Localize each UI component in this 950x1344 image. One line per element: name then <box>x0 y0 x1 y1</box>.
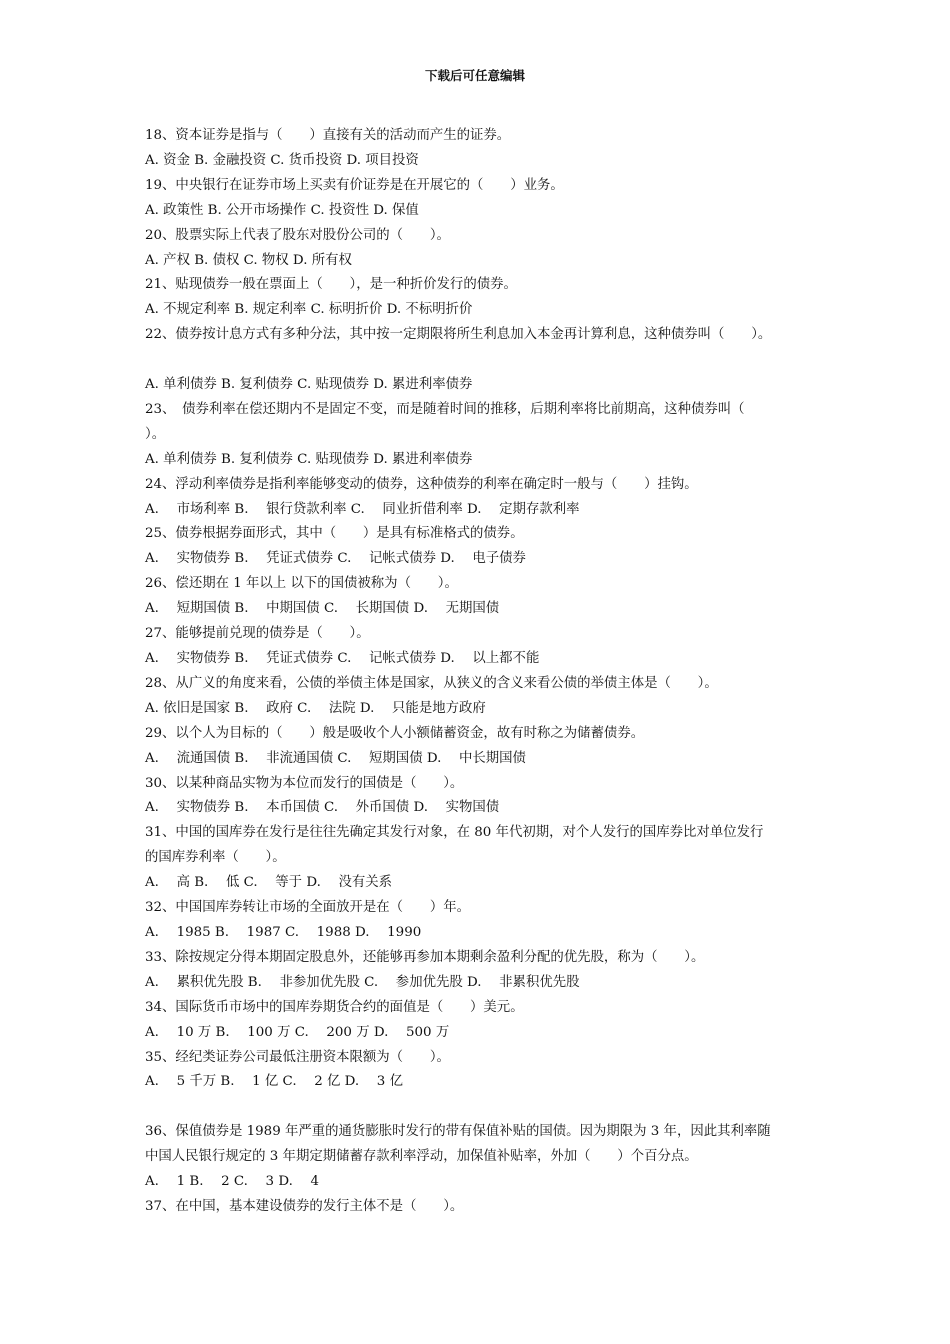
question-line: A. 政策性 B. 公开市场操作 C. 投资性 D. 保值 <box>145 202 419 218</box>
question-line: A. 实物债券 B. 本币国债 C. 外币国债 D. 实物国债 <box>145 800 500 816</box>
question-item <box>145 622 835 672</box>
question-list <box>145 124 835 1220</box>
question-item <box>145 174 835 224</box>
question-line: A. 市场利率 B. 银行贷款利率 C. 同业折借利率 D. 定期存款利率 <box>145 501 580 517</box>
question-item <box>145 896 835 946</box>
question-text: 20、股票实际上代表了股东对股份公司的（ ）。 <box>145 227 450 243</box>
question-text: 25、债券根据券面形式，其中（ ）是具有标准格式的债券。 <box>145 526 524 542</box>
question-text: 34、国际货币市场中的国库券期货合约的面值是（ ）美元。 <box>145 999 524 1015</box>
question-line: A. 10 万 B. 100 万 C. 200 万 D. 500 万 <box>145 1024 450 1040</box>
question-text: 33、除按规定分得本期固定股息外，还能够再参加本期剩余盈利分配的优先股，称为（ ）。 <box>145 949 705 965</box>
question-line: A. 5 千万 B. 1 亿 C. 2 亿 D. 3 亿 <box>145 1074 403 1090</box>
question-line: A. 1 B. 2 C. 3 D. 4 <box>145 1174 319 1190</box>
question-item <box>145 1046 835 1121</box>
question-text: 29、以个人为目标的（ ）般是吸收个人小额储蓄资金，故有时称之为储蓄债券。 <box>145 725 645 741</box>
question-text: 22、债券按计息方式有多种分法，其中按一定期限将所生利息加入本金再计算利息，这种债券叫（ ）。 <box>145 327 772 343</box>
question-line: A. 1985 B. 1987 C. 1988 D. 1990 <box>145 924 422 940</box>
question-line: A. 产权 B. 债权 C. 物权 D. 所有权 <box>145 252 352 268</box>
question-line: 的国库券利率（ ）。 <box>145 850 286 866</box>
question-item <box>145 996 835 1046</box>
question-text: 23、 债券利率在偿还期内不是固定不变，而是随着时间的推移，后期利率将比前期高，这种债券叫（ <box>145 401 745 417</box>
question-item <box>145 772 835 822</box>
question-line: A. 资金 B. 金融投资 C. 货币投资 D. 项目投资 <box>145 152 419 168</box>
question-text: 35、经纪类证券公司最低注册资本限额为（ ）。 <box>145 1049 450 1065</box>
question-line: A. 实物债券 B. 凭证式债券 C. 记帐式债券 D. 以上都不能 <box>145 651 540 667</box>
question-item <box>145 273 835 323</box>
question-item <box>145 946 835 996</box>
question-text: 18、资本证券是指与（ ）直接有关的活动而产生的证券。 <box>145 128 511 143</box>
question-item <box>145 672 835 722</box>
blank-line <box>145 1095 835 1120</box>
blank-line <box>145 348 835 373</box>
question-text: 27、能够提前兑现的债券是（ ）。 <box>145 626 370 642</box>
question-line: ）。 <box>145 426 166 442</box>
question-text: 19、中央银行在证券市场上买卖有价证券是在开展它的（ ）业务。 <box>145 177 564 193</box>
question-item <box>145 1120 835 1195</box>
question-line: 中国人民银行规定的 3 年期定期储蓄存款利率浮动，加保值补贴率，外加（ ）个百分点。 <box>145 1149 698 1165</box>
question-line: A. 累积优先股 B. 非参加优先股 C. 参加优先股 D. 非累积优先股 <box>145 974 580 990</box>
question-item <box>145 1195 835 1220</box>
question-text: 32、中国国库券转让市场的全面放开是在（ ）年。 <box>145 900 471 916</box>
question-item <box>145 572 835 622</box>
question-text: 36、保值债券是 1989 年严重的通货膨胀时发行的带有保值补贴的国债。因为期限为 3 年，因此其利率随 <box>145 1124 771 1140</box>
question-line: A. 短期国债 B. 中期国债 C. 长期国债 D. 无期国债 <box>145 601 500 617</box>
question-line: A. 流通国债 B. 非流通国债 C. 短期国债 D. 中长期国债 <box>145 750 526 766</box>
question-item <box>145 323 835 398</box>
question-item <box>145 821 835 896</box>
question-item <box>145 473 835 523</box>
question-text: 31、中国的国库券在发行是往往先确定其发行对象，在 80 年代初期，对个人发行的国库券比对单位发行 <box>145 825 764 841</box>
question-line: A. 单利债券 B. 复利债券 C. 贴现债券 D. 累进利率债券 <box>145 451 473 467</box>
question-item <box>145 124 835 174</box>
question-text: 21、贴现债券一般在票面上（ ），是一种折价发行的债券。 <box>145 277 517 293</box>
question-item <box>145 224 835 274</box>
question-text: 24、浮动利率债券是指利率能够变动的债券，这种债券的利率在确定时一般与（ ）挂钩。 <box>145 476 698 492</box>
page-header: 下载后可任意编辑 <box>424 68 525 83</box>
question-line: A. 高 B. 低 C. 等于 D. 没有关系 <box>145 875 393 891</box>
question-item <box>145 398 835 473</box>
question-line: A. 不规定利率 B. 规定利率 C. 标明折价 D. 不标明折价 <box>145 302 473 318</box>
question-line: A. 依旧是国家 B. 政府 C. 法院 D. 只能是地方政府 <box>145 700 486 716</box>
question-item <box>145 722 835 772</box>
question-line: A. 实物债券 B. 凭证式债券 C. 记帐式债券 D. 电子债券 <box>145 551 526 567</box>
question-line: A. 单利债券 B. 复利债券 C. 贴现债券 D. 累进利率债券 <box>145 377 473 393</box>
question-text: 26、偿还期在 1 年以上 以下的国债被称为（ ）。 <box>145 576 458 592</box>
question-text: 37、在中国，基本建设债券的发行主体不是（ ）。 <box>145 1198 464 1214</box>
question-text: 28、从广义的角度来看，公债的举债主体是国家，从狭义的含义来看公债的举债主体是（ ）。 <box>145 675 718 691</box>
question-item <box>145 522 835 572</box>
question-text: 30、以某种商品实物为本位而发行的国债是（ ）。 <box>145 775 464 791</box>
